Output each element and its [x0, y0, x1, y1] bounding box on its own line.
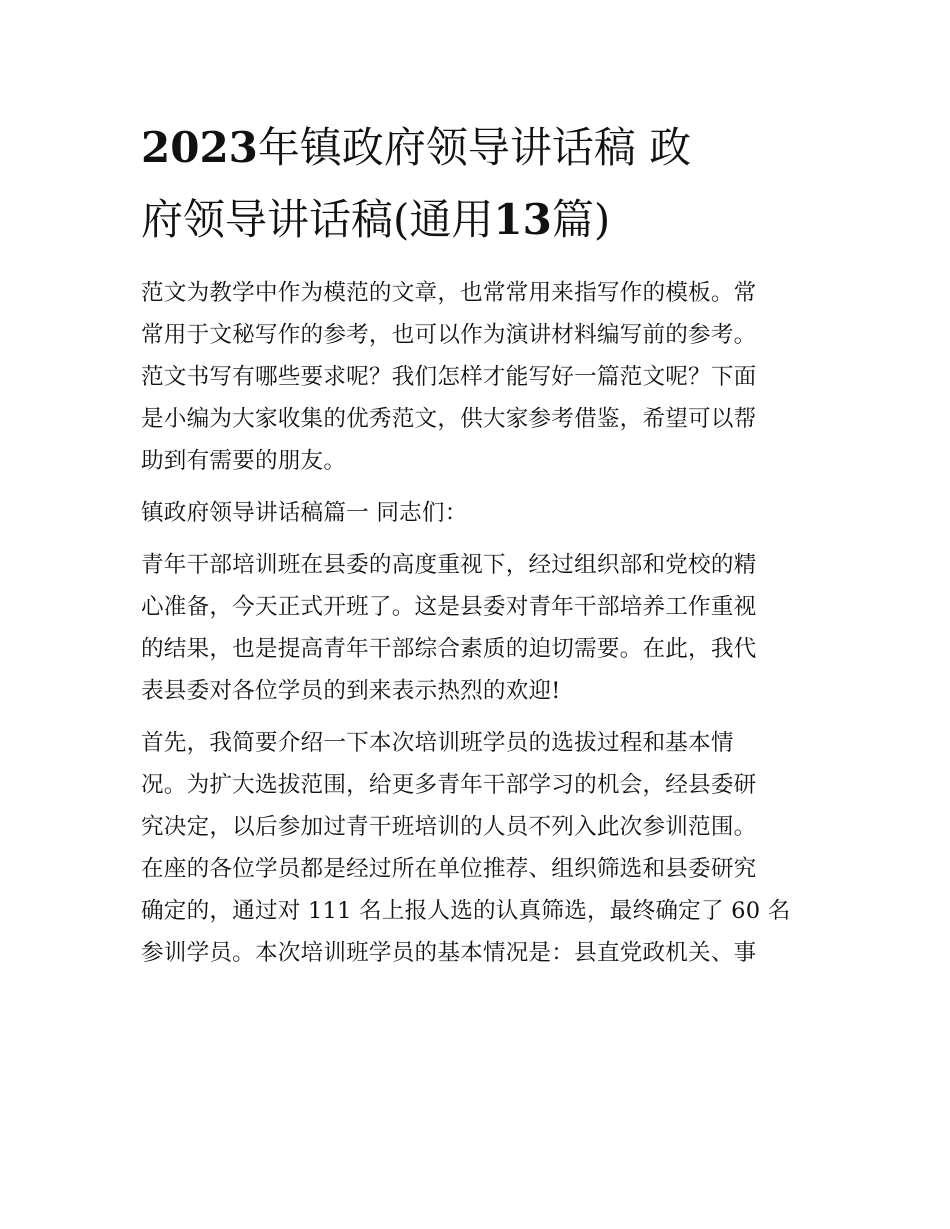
text-line: 参训学员。本次培训班学员的基本情况是：县直党政机关、事 — [141, 940, 757, 966]
title-text-3: 篇) — [551, 195, 611, 244]
text-line: 况。为扩大选拔范围，给更多青年干部学习的机会，经县委研 — [141, 772, 757, 798]
document-body — [141, 112, 811, 984]
text-line: 助到有需要的朋友。 — [141, 448, 347, 474]
title-text-1: 年镇政府领导讲话稿 政 — [257, 123, 692, 172]
text-line: 究决定，以后参加过青干班培训的人员不列入此次参训范围。 — [141, 814, 757, 840]
title-count: 13 — [493, 195, 552, 244]
text-line: 范文为教学中作为模范的文章，也常常用来指写作的模板。常 — [141, 280, 757, 306]
document-title — [141, 112, 811, 256]
title-line-1 — [141, 112, 811, 184]
paragraph-opening — [141, 544, 811, 712]
title-text-2: 府领导讲话稿(通用 — [141, 195, 494, 244]
title-line-2 — [141, 184, 811, 256]
text-line: 确定的，通过对 111 名上报人选的认真筛选，最终确定了 60 名 — [141, 898, 791, 924]
text-line: 常用于文秘写作的参考，也可以作为演讲材料编写前的参考。 — [141, 322, 757, 348]
paragraph-intro — [141, 272, 811, 482]
text-line: 青年干部培训班在县委的高度重视下，经过组织部和党校的精 — [141, 552, 757, 578]
text-line: 心准备，今天正式开班了。这是县委对青年干部培养工作重视 — [141, 594, 757, 620]
title-year: 2023 — [141, 123, 258, 172]
paragraph-selection — [141, 722, 811, 974]
text-line: 在座的各位学员都是经过所在单位推荐、组织筛选和县委研究 — [141, 856, 757, 882]
text-line: 首先，我简要介绍一下本次培训班学员的选拔过程和基本情 — [141, 730, 734, 756]
text-line: 的结果，也是提高青年干部综合素质的迫切需要。在此，我代 — [141, 636, 757, 662]
text-line: 表县委对各位学员的到来表示热烈的欢迎! — [141, 678, 561, 704]
paragraph-section-heading — [141, 492, 811, 534]
text-line: 范文书写有哪些要求呢？我们怎样才能写好一篇范文呢？下面 — [141, 364, 757, 390]
text-line: 是小编为大家收集的优秀范文，供大家参考借鉴，希望可以帮 — [141, 406, 757, 432]
text-line: 镇政府领导讲话稿篇一 同志们： — [141, 500, 468, 526]
